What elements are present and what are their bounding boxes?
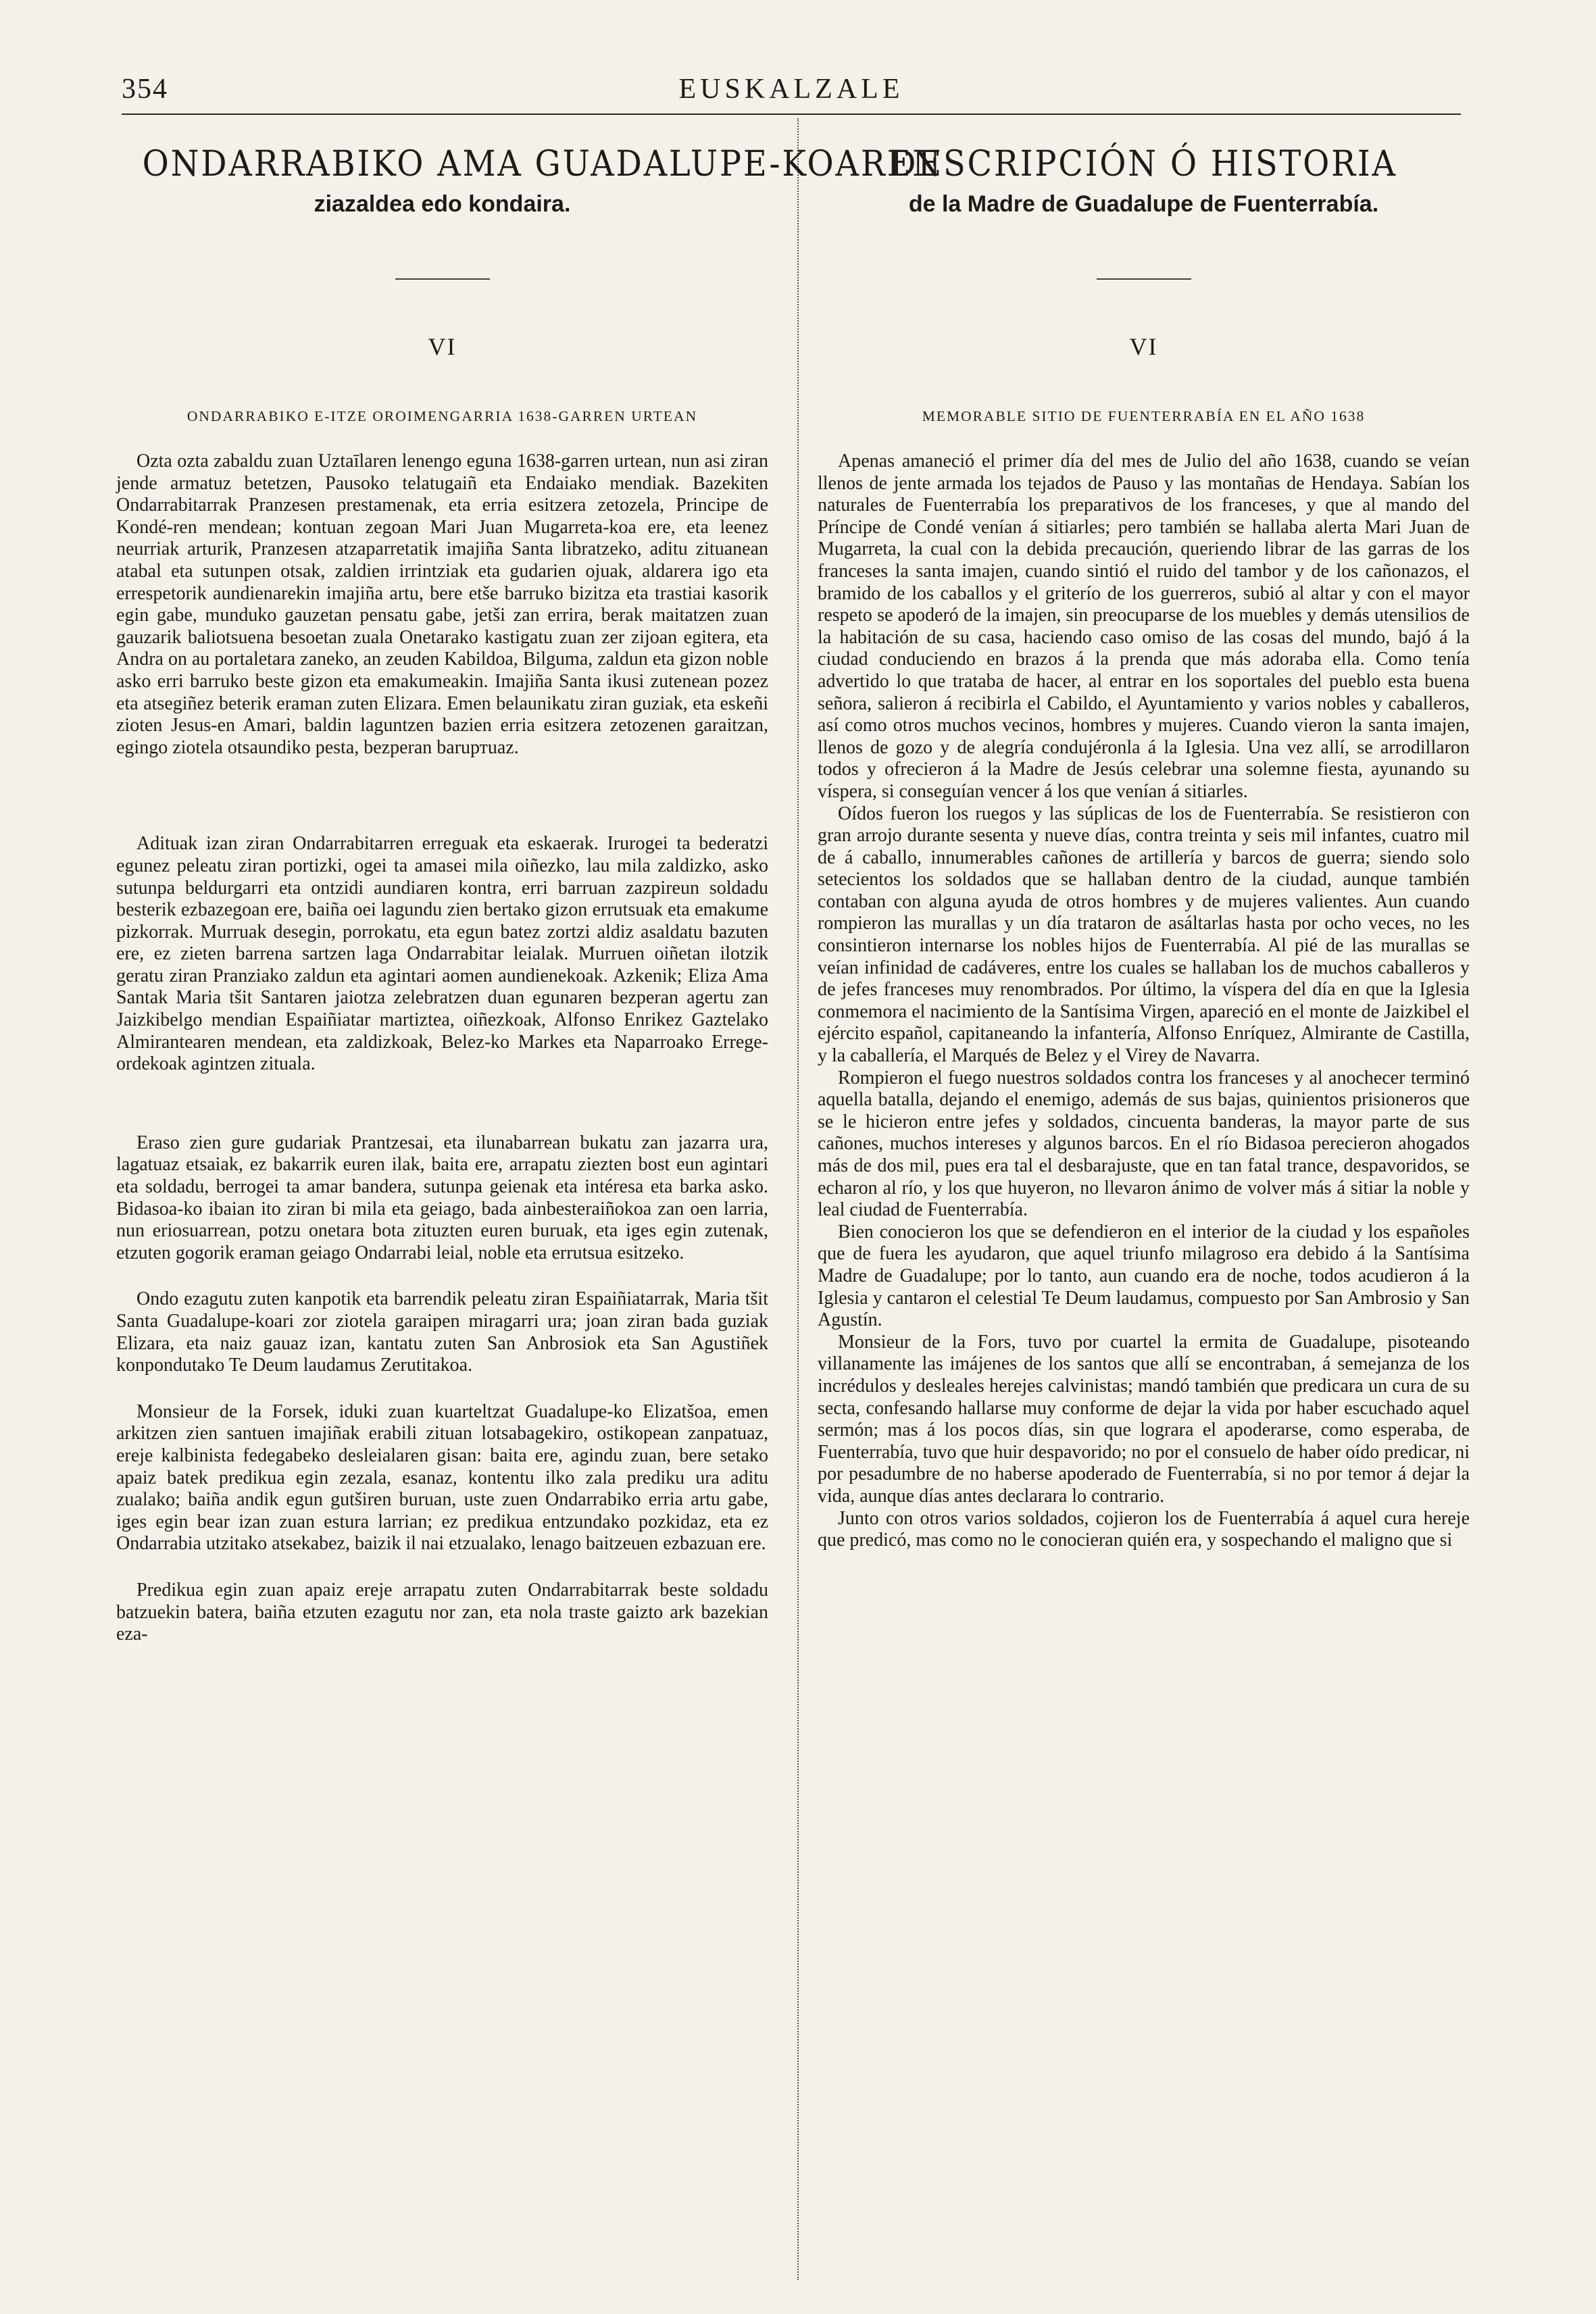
basque-subtitle: ziazaldea edo kondaira. (314, 191, 571, 217)
spanish-paragraph-4: Bien conocieron los que se defendieron en el interior de la ciudad y los españoles que de fuera les ayudaron, que aquel triunfo milagroso era debido á la Santísima Madre de Guadalupe; por lo tanto, aun cuando era de noche, todos acudieron á la Iglesia y cantaron el celestial Te Deum laudamus, compuesto por San Ambrosio y San Agustín. (818, 1221, 1470, 1331)
basque-paragraph-5: Monsieur de la Forsek, iduki zuan kuarteltzat Guadalupe-ko Elizatšoa, emen arkitzen zien santuen imajiñak erabili zituan lotsabagekiro, ostikopean zanpatuaz, ereje kalbinista fedegabeko desleialaren gisan: baita ere, agindu zuan, bere setako apaiz batek predikua egin zezala, esanaz, kontentu ilko zala prediku ura aditu zualako; baiña andik egun gutširen buruan, uste zuen Ondarrabiko erria artu gabe, iges egin bear izan zuan estura larrian; ez predikua entzundako pozkidaz, eta ez Ondarrabia utzitako atsekabez, baizik il nai etzualako, lenago baitzeuen ezbazuan ere. (116, 1401, 768, 1555)
basque-column (116, 118, 943, 1646)
basque-chapter-number: VI (428, 333, 457, 360)
running-title: EUSKALZALE (678, 74, 904, 105)
basque-paragraph-1: Ozta ozta zabaldu zuan Uztaīlaren lenengo eguna 1638-garren urtean, nun asi ziran jende armatuz betetzen, Pausoko telatugaiñ eta Endaiako mendiak. Bazekiten Ondarrabitarrak Pranzesen prestamenak, eta erria esitzera zetozela, Principe de Kondé-ren mendean; kontuan zegoan Mari Juan Mugarreta-koa ere, eta leenez neurriak arturik, Pranzesen atzaparretatik imajiña Santa libratzeko, aditu zituanean atabal eta sutunpen otsak, zaldien irrintziak eta gudarien ojuak, aldarera igo eta errespetorik aundienarekin imajiña artu, bere etše barruko bizitza eta trastiai kasorik egin gabe, munduko gauzetan pensatu gabe, jetši zan errira, berak maitatzen zuan gauzarik baliotsuena besoetan zuala Onetarako kastigatu zuan zer zijoan egitera, eta Andra on au portaletara zaneko, an zeuden Kabildoa, Bilguma, zaldun eta gizon noble asko erri barruko beste gizon eta emakumeakin. Imajiña Santa ikusi zutenean pozez eta atsegiñez beterik eraman zuten Elizara. Emen belaunikatu ziran guziak, eta eskeñi zioten Jesus-en Amari, baldin laguntzen bazien erria esitzera zetozenen garaitzan, egingo ziotela otsaundiko pesta, bezperan baruртuaz. (116, 451, 768, 758)
spanish-title-rule (1097, 278, 1191, 280)
spanish-title: DESCRIPCIÓN Ó HISTORIA (890, 144, 1397, 184)
spanish-column (818, 118, 1470, 1552)
spanish-section-heading: MEMORABLE SITIO DE FUENTERRABÍA EN EL AÑO 1638 (922, 408, 1366, 424)
basque-section-heading: ONDARRABIKO E-ITZE OROIMENGARRIA 1638-GARREN URTEAN (186, 408, 698, 424)
basque-paragraph-3: Eraso zien gure gudariak Prantzesai, eta ilunabarrean bukatu zan jazarra ura, lagatuaz etsaiak, ez bakarrik euren ilak, baita ere, arrapatu ziezten bost eun agintari eta soldadu, berrogei ta amar bandera, sutunpa geienak eta intéresa eta barka asko. Bidasoa-ko ibaian ito ziran bi mila eta geiago, bada ainbesteraiñokoa zan oen larria, nun eriosuarrean, potzu onetara bota zituzten euren buruak, eta iges egin zutenak, etzuten gogorik eraman geiago Ondarrabi leial, noble eta errutsua esitzeko. (116, 1132, 768, 1263)
basque-paragraph-2: Adituak izan ziran Ondarrabitarren erreguak eta eskaerak. Irurogei ta bederatzi egunez peleatu ziran portizki, ogei ta amasei mila oiñezko, lau mila zaldizko, asko sutunpa beldurgarri eta ontzidi aundiaren kontra, erri barruan zazpireun soldadu besterik ezbazegoan ere, baiña oei lagundu zien bertako gizon errutsuak eta emakume pizkorrak. Murruak desegin, porrokatu, eta egun batez zortzi aldiz asaldatu bazuten ere, ez zieten barrena sartzen laga Ondarrabitar leialak. Murruen oiñetan ilotzik geratu ziran Pranziako zaldun eta agintari aomen aundienekoak. Azkenik; Eliza Ama Santak Maria tšit Santaren jaiotza zelebratzen duan egunaren bezperan agertu zan Jaizkibelgo mendian Espaiñiatar martiztea, oiñezkoak, Alfonso Enrikez Gaztelako Almirantearen mendean, eta zaldizkoak, Belez-ko Markes eta Naparroako Errege-ordekoak agintzen zituala. (116, 833, 768, 1075)
spanish-paragraph-1: Apenas amaneció el primer día del mes de Julio del año 1638, cuando se veían llenos de jente armada los tejados de Pauso y las montañas de Hendaya. Sabían los naturales de Fuenterrabía los preparativos de los franceses, y que al mando del Príncipe de Condé venían á sitiarles; pero también se hallaba alerta Mari Juan de Mugarreta, la cual con la debida precaución, queriendo librar de las garras de los franceses la santa imajen, cuando sintió el ruido del tambor y de los cañonazos, el bramido de los caballos y el griterío de los guerreros, subió al altar y con el mayor respeto se apoderó de la imajen, sin preocuparse de los muebles y demás utensilios de la habitación de su casa, haciendo caso omiso de las cosas del mundo, bajó á la ciudad conduciendo en brazos á la prenda que más adoraba ella. Como tenía advertido lo que trataba de hacer, al entrar en los soportales del pueblo esta buena señora, salieron á recibirla el Cabildo, el Ayuntamiento y varios nobles y caballeros, así como otros muchos vecinos, hombres y mujeres. Cuando vieron la santa imajen, llenos de gozo y de alegría condujéronla á la Iglesia. Una vez allí, se arrodillaron todos y ofrecieron á la Madre de Jesús celebrar una solemne fiesta, ayunando su víspera, si conseguían vencer á los que venían á sitiarles. (818, 451, 1470, 802)
spanish-subtitle: de la Madre de Guadalupe de Fuenterrabía. (908, 191, 1379, 217)
page-number: 354 (122, 74, 168, 105)
spanish-paragraph-6: Junto con otros varios soldados, cojieron los de Fuenterrabía á aquel cura hereje que predicó, mas como no le conocieran quién era, y sospechando el maligno que si (818, 1507, 1470, 1551)
spanish-paragraph-2: Oídos fueron los ruegos y las súplicas de los de Fuenterrabía. Se resistieron con gran arrojo durante sesenta y nueve días, contra treinta y seis mil infantes, cuatro mil de á caballo, innumerables cañones de artillería y barcos de guerra; siendo solo setecientos los soldados que se hallaban dentro de la ciudad, aunque también contaban con alguna ayuda de otros hombres y de mujeres valientes. Aun cuando rompieron las murallas y un día trataron de asáltarlas hasta por ocho veces, no les consintieron internarse los nobles hijos de Fuenterrabía. Al pié de las murallas se veían infinidad de cadáveres, entre los cuales se hallaban los de muchos caballeros y de jefes franceses muy renombrados. Por último, la víspera del día en que la Iglesia conmemora el nacimiento de la Santísima Virgen, apareció en el monte de Jaizkibel el ejército español, capitaneando la infantería, Alfonso Enríquez, Almirante de Castilla, y la caballería, el Marqués de Belez y el Virey de Navarra. (818, 803, 1470, 1067)
spanish-paragraph-3: Rompieron el fuego nuestros soldados contra los franceses y al anochecer terminó aquella batalla, dejando el enemigo, además de sus bajas, quinientos prisioneros que se le hicieron entre jefes y soldados, cincuenta banderas, la mayor parte de sus cañones, muchos intereses y algunos barcos. En el río Bidasoa perecieron ahogados más de dos mil, pues era tal el desbarajuste, que en tan fatal trance, despavoridos, se echaron al río, y los que huyeron, no llevaron ánimo de volver más á sitiar la noble y leal ciudad de Fuenterrabía. (818, 1067, 1470, 1221)
spanish-chapter-number: VI (1129, 333, 1158, 360)
column-divider (797, 118, 799, 2280)
running-header (122, 73, 1461, 115)
basque-paragraph-4: Ondo ezagutu zuten kanpotik eta barrendik peleatu ziran Espaiñiatarrak, Maria tšit Santa Guadalupe-koari zor ziotela garaipen miragarri ura; joan ziran bada guziak Elizara, eta naiz gauaz izan, kantatu zuten San Anbrosiok eta San Agustiñek konpondutako Te Deum laudamus Zerutitakoa. (116, 1288, 768, 1376)
basque-paragraph-6: Predikua egin zuan apaiz ereje arrapatu zuten Ondarrabitarrak beste soldadu batzuekin batera, baiña etzuten ezagutu nor zan, eta nola traste gaizto ark bazekian eza- (116, 1579, 768, 1645)
spanish-paragraph-5: Monsieur de la Fors, tuvo por cuartel la ermita de Guadalupe, pisoteando villanamente las imájenes de los santos que allí se encontraban, á semejanza de los incrédulos y desleales herejes calvinistas; mandó también que predicara un cura de su secta, confesando hallarse muy conforme de dejar la vida por haber escuchado aquel sermón; mas á los pocos días, sin que lograra el apoderarse, como esperaba, de Fuenterrabía, tuvo que huir despavorido; no por el consuelo de haber oído predicar, ni por pesadumbre de no haberse apoderado de Fuenterrabía, si no por temor á dejar la vida, aunque días antes declarara lo contrario. (818, 1331, 1470, 1507)
basque-title: ONDARRABIKO AMA GUADALUPE-KOAREN (142, 144, 943, 184)
basque-title-rule (395, 278, 490, 280)
